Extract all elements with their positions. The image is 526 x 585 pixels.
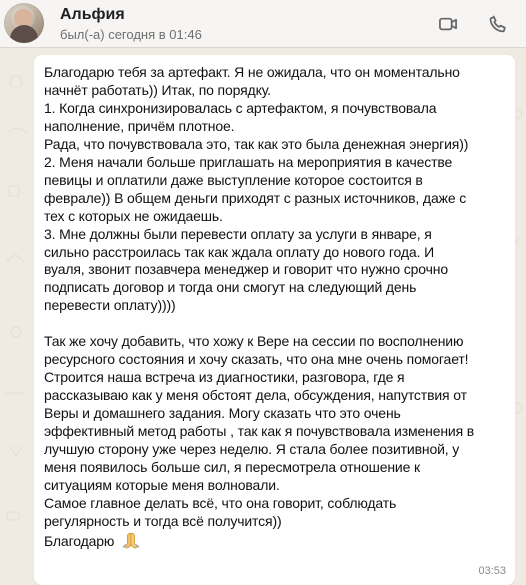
voice-call-button[interactable] (487, 13, 509, 35)
message-timestamp: 03:53 (478, 565, 506, 577)
contact-avatar[interactable] (4, 3, 44, 43)
video-icon (437, 13, 459, 35)
contact-name[interactable]: Альфия (60, 6, 125, 23)
praying-hands-emoji-icon (120, 531, 142, 549)
message-body: Благодарю тебя за артефакт. Я не ожидала, что он моментально начнёт работать)) Итак, по порядку. 1. Когда синхронизировалась с артефактом, я почувствовала наполнение, причём плотное. Рада, что почувствовала это, так как это была денежная энергия)) 2. Меня начали больше приглашать на мероприятия в качестве певицы и оплатили даже выступление которое состоится в феврале)) В общем деньги приходят с разных источников, даже с тех с которых не ожидаешь. 3. Мне должны были перевести оплату за услуги в январе, я сильно расстроилась так как ждала оплату до нового года. И вуаля, звонит позавчера менеджер и говорит что нужно срочно подписать договор и тогда они смогут на следующий день перевести оплату)))) Так же хочу добавить, что хожу к Вере на сессии по восполнению ресурсного состояния и хочу сказать, что она мне очень помогает! Строится наша встреча из диагностики, разговора, где я рассказываю как у меня обстоят дела, обсуждения, напутствия от Веры и домашнего задания. Могу сказать что это очень эффективный метод работы , так как я почувствовала изменения в лучшую сторону уже через неделю. Я стала более позитивной, у меня появилось больше сил, я пересмотрела отношение к ситуациям которые меня волновали. Самое главное делать всё, что она говорит, соблюдать регулярность и тогда всё получится)) Благодарю (44, 64, 475, 549)
message-text (44, 64, 509, 551)
chat-area (0, 48, 526, 585)
last-seen-status: был(-а) сегодня в 01:46 (60, 27, 202, 42)
phone-icon (487, 13, 509, 35)
chat-header (0, 0, 526, 48)
incoming-message-bubble[interactable] (34, 55, 515, 585)
video-call-button[interactable] (437, 13, 459, 35)
